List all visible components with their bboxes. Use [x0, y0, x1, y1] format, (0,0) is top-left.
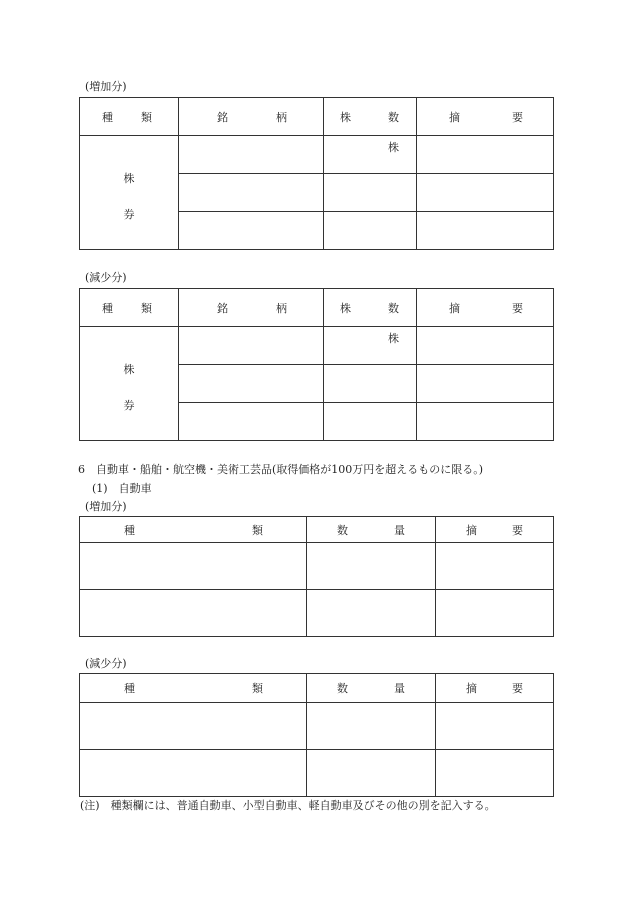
note-cell[interactable]: [436, 703, 554, 750]
qty-cell[interactable]: [307, 703, 436, 750]
type-cell[interactable]: [80, 750, 307, 797]
stock-increase-caption: (増加分): [85, 80, 127, 93]
name-cell[interactable]: [179, 365, 324, 403]
section-heading: 6 自動車・船舶・航空機・美術工芸品(取得価格が100万円を超えるものに限る。): [78, 463, 484, 476]
car-increase-caption: (増加分): [85, 500, 127, 513]
header-qty: 株 数: [324, 98, 417, 136]
header-name: 銘 柄: [179, 98, 324, 136]
note-cell[interactable]: [417, 174, 554, 212]
name-cell[interactable]: [179, 327, 324, 365]
qty-cell[interactable]: [307, 543, 436, 590]
note-cell[interactable]: [436, 750, 554, 797]
qty-cell[interactable]: [307, 590, 436, 637]
stock-decrease-caption: (減少分): [85, 271, 127, 284]
stock-decrease-table: [79, 288, 554, 441]
header-note: 摘 要: [417, 98, 554, 136]
category-cell: 株 券: [80, 327, 179, 441]
qty-cell[interactable]: 株: [324, 327, 417, 365]
note-cell[interactable]: [417, 212, 554, 250]
note-cell[interactable]: [436, 590, 554, 637]
header-note: 摘 要: [436, 517, 554, 543]
car-decrease-table: [79, 673, 554, 797]
note-cell[interactable]: [417, 327, 554, 365]
header-type: 種 類: [80, 674, 307, 703]
note-cell[interactable]: [417, 136, 554, 174]
header-qty: 数 量: [307, 517, 436, 543]
type-cell[interactable]: [80, 543, 307, 590]
header-type: 種 類: [80, 98, 179, 136]
header-name: 銘 柄: [179, 289, 324, 327]
qty-cell[interactable]: [307, 750, 436, 797]
qty-cell[interactable]: 株: [324, 136, 417, 174]
type-cell[interactable]: [80, 703, 307, 750]
type-cell[interactable]: [80, 590, 307, 637]
header-note: 摘 要: [436, 674, 554, 703]
note-cell[interactable]: [417, 365, 554, 403]
name-cell[interactable]: [179, 136, 324, 174]
category-cell: 株 券: [80, 136, 179, 250]
qty-cell[interactable]: [324, 212, 417, 250]
header-qty: 数 量: [307, 674, 436, 703]
car-increase-table: [79, 516, 554, 637]
qty-cell[interactable]: [324, 174, 417, 212]
header-qty: 株 数: [324, 289, 417, 327]
header-note: 摘 要: [417, 289, 554, 327]
stock-increase-table: [79, 97, 554, 250]
section-subheading: (1) 自動車: [92, 482, 152, 495]
header-type: 種 類: [80, 289, 179, 327]
name-cell[interactable]: [179, 174, 324, 212]
name-cell[interactable]: [179, 212, 324, 250]
qty-cell[interactable]: [324, 403, 417, 441]
note-cell[interactable]: [417, 403, 554, 441]
note-cell[interactable]: [436, 543, 554, 590]
name-cell[interactable]: [179, 403, 324, 441]
footnote: (注) 種類欄には、普通自動車、小型自動車、軽自動車及びその他の別を記入する。: [80, 799, 496, 812]
header-type: 種 類: [80, 517, 307, 543]
qty-cell[interactable]: [324, 365, 417, 403]
car-decrease-caption: (減少分): [85, 657, 127, 670]
